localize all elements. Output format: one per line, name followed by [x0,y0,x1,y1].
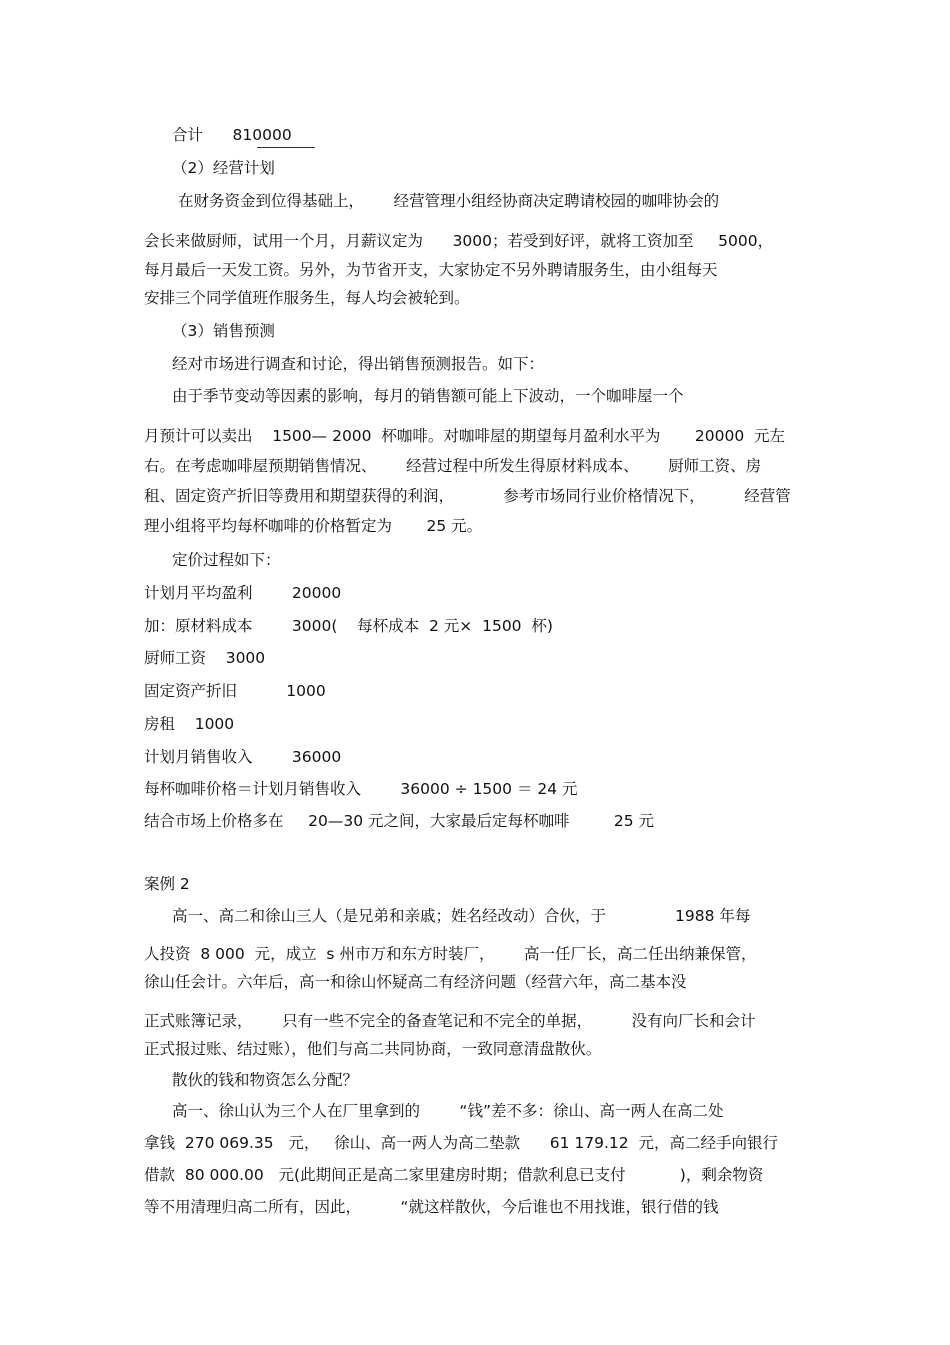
text-line-13: 理小组将平均每杯咖啡的价格暂定为 25 元。 [144,517,483,535]
text-line-11: 右。在考虑咖啡屋预期销售情况、 经营过程中所发生得原材料成本、 厨师工资、房 [144,457,762,475]
text-line-24: 高一、高二和徐山三人（是兄弟和亲戚；姓名经改动）合伙，于 1988 年每 [172,907,751,925]
total-underline [257,147,315,148]
text-line-25: 人投资 8 000 元，成立 s 州市万和东方时装厂， 高一任厂长，高二任出纳兼保管， [144,945,757,963]
pricing-item-rent: 房租 1000 [144,715,235,733]
text-line-4: 会长来做厨师，试用一个月，月薪议定为 3000；若受到好评，就将工资加至 5000， [144,232,774,250]
pricing-item-profit: 计划月平均盈利 20000 [144,584,342,602]
pricing-item-chef: 厨师工资 3000 [144,649,266,667]
text-line-3: 在财务资金到位得基础上， 经营管理小组经协商决定聘请校园的咖啡协会的 [178,192,720,210]
text-line-5: 每月最后一天发工资。另外，为节省开支，大家协定不另外聘请服务生，由小组每天 [144,261,718,279]
text-line-8: 经对市场进行调查和讨论，得出销售预测报告。如下： [172,355,545,373]
text-line-12: 租、固定资产折旧等费用和期望获得的利润， 参考市场同行业价格情况下， 经营管 [144,487,791,505]
text-line-26: 徐山任会计。六年后，高一和徐山怀疑高二有经济问题（经营六年，高二基本没 [144,973,687,991]
pricing-conclusion: 结合市场上价格多在 20—30 元之间，大家最后定每杯咖啡 25 元 [144,812,655,830]
pricing-item-revenue: 计划月销售收入 36000 [144,748,342,766]
text-line-28: 正式报过账、结过账），他们与高二共同协商，一致同意清盘散伙。 [144,1040,602,1058]
text-line-6: 安排三个同学值班作服务生，每人均会被轮到。 [144,289,470,307]
text-line-30: 高一、徐山认为三个人在厂里拿到的 “钱”差不多：徐山、高一两人在高二处 [172,1102,724,1120]
section-heading-plan: （2）经营计划 [172,159,275,177]
text-line-29: 散伙的钱和物资怎么分配？ [172,1071,359,1089]
text-line-14: 定价过程如下： [172,551,281,569]
pricing-item-depreciation: 固定资产折旧 1000 [144,682,326,700]
text-line-31: 拿钱 270 069.35 元， 徐山、高一两人为高二垫款 61 179.12 元，高二经手向银行 [144,1134,778,1152]
text-line-10: 月预计可以卖出 1500— 2000 杯咖啡。对咖啡屋的期望每月盈利水平为 20000 元左 [144,427,786,445]
case-2-heading: 案例 2 [144,875,190,893]
section-heading-forecast: （3）销售预测 [172,322,275,340]
text-line-27: 正式账簿记录， 只有一些不完全的备查笔记和不完全的单据， 没有向厂长和会计 [144,1012,756,1030]
text-line-1: 合计 810000 [172,126,292,144]
text-line-9: 由于季节变动等因素的影响，每月的销售额可能上下波动，一个咖啡屋一个 [172,387,684,405]
pricing-item-material: 加：原材料成本 3000( 每杯成本 2 元× 1500 杯) [144,617,553,635]
pricing-item-price: 每杯咖啡价格＝计划月销售收入 36000 ÷ 1500 ＝ 24 元 [144,780,578,798]
text-line-33: 等不用清理归高二所有，因此， “就这样散伙，今后谁也不用找谁，银行借的钱 [144,1198,719,1216]
text-line-32: 借款 80 000.00 元(此期间正是高二家里建房时期；借款利息已支付 )，剩余物资 [144,1166,764,1184]
